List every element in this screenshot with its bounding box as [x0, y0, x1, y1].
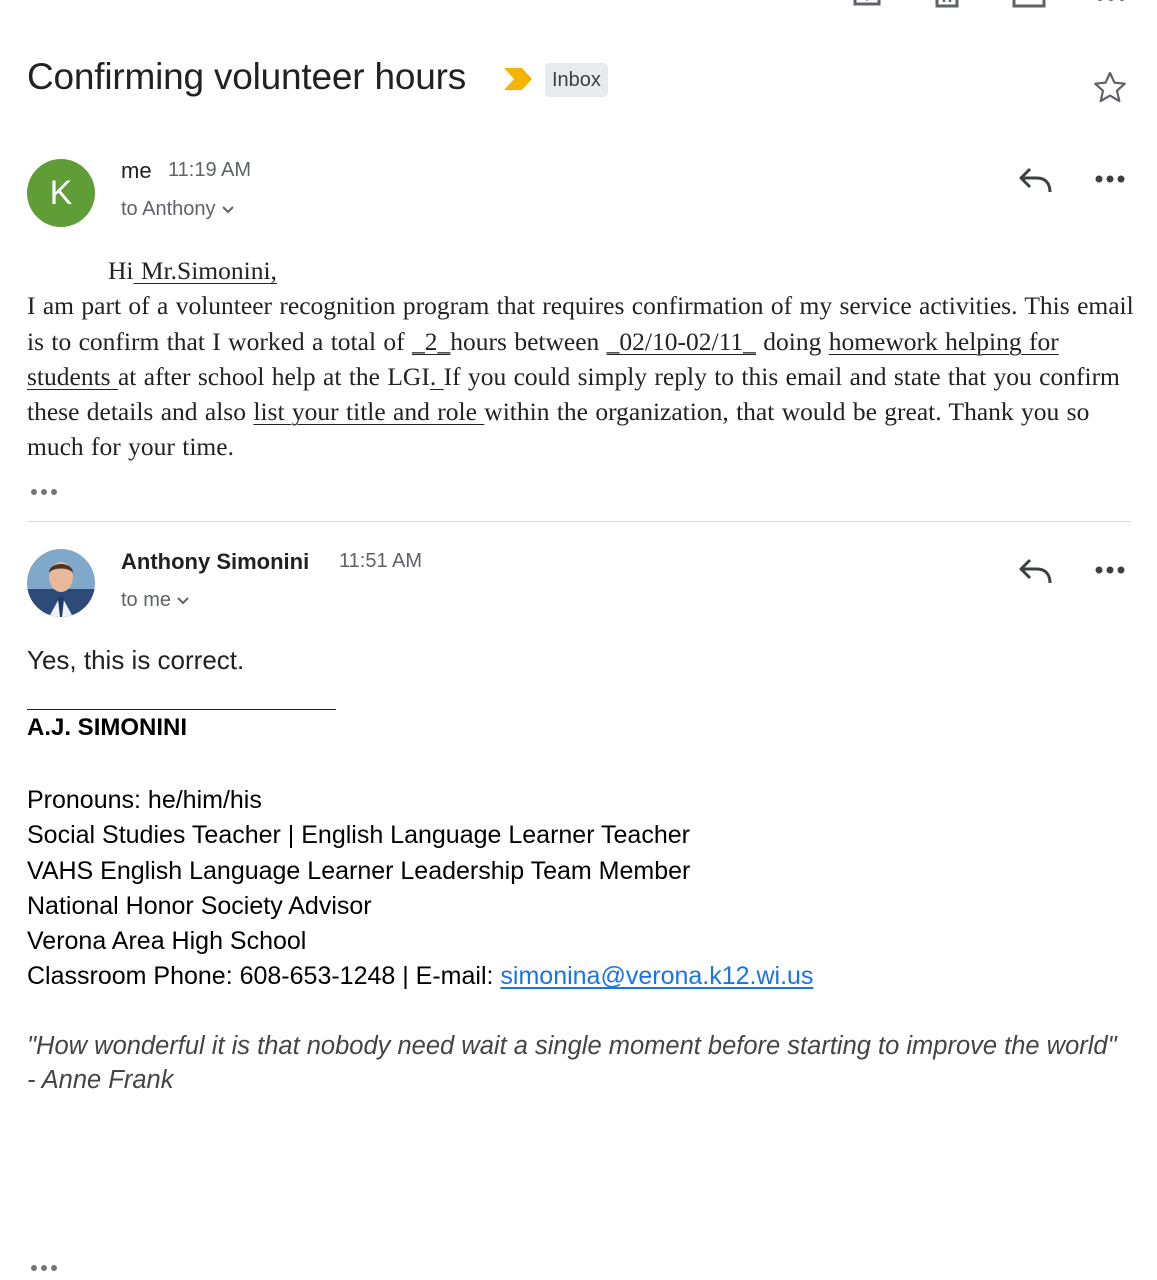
signature-quote: "How wonderful it is that nobody need wait a single moment before starting to improve the world" - Anne Frank	[27, 1032, 1117, 1094]
show-trimmed-content-icon[interactable]	[30, 488, 60, 496]
recipient-label: to Anthony	[121, 198, 216, 220]
archive-icon[interactable]	[852, 0, 882, 8]
activity-value: homework helping for students	[27, 326, 1059, 391]
avatar[interactable]: K	[27, 159, 95, 227]
message-time: 11:19 AM	[168, 159, 252, 181]
signature-role: VAHS English Language Learner Leadership Team Member	[27, 856, 691, 885]
greeting-name: Mr.Simonini,	[133, 256, 277, 285]
more-options-icon[interactable]	[1096, 0, 1126, 4]
chevron-down-icon	[222, 206, 234, 214]
chevron-down-icon	[177, 597, 189, 605]
request-text: list your title and role	[253, 397, 485, 427]
inbox-label-badge[interactable]: Inbox	[545, 63, 608, 97]
recipient-details[interactable]	[121, 589, 189, 612]
greeting: Hi Mr.Simonini,	[108, 256, 277, 285]
email-link[interactable]: simonina@verona.k12.wi.us	[500, 962, 814, 991]
dates-value: _02/10-02/11_	[606, 326, 756, 356]
message-divider	[27, 521, 1131, 522]
more-options-icon[interactable]	[1094, 565, 1126, 575]
profile-photo-icon	[27, 549, 95, 617]
reply-text: Yes, this is correct.	[27, 645, 245, 675]
message-body	[27, 253, 1137, 465]
avatar[interactable]	[27, 549, 95, 617]
signature-role: National Honor Society Advisor	[27, 891, 372, 920]
subject-title: Confirming volunteer hours	[27, 56, 467, 97]
mail-icon[interactable]	[1012, 0, 1046, 8]
star-icon[interactable]	[1092, 70, 1128, 106]
reply-icon[interactable]	[1018, 556, 1054, 586]
signature-name: A.J. SIMONINI	[27, 714, 188, 741]
hours-value: _2_	[412, 326, 451, 356]
importance-marker-icon[interactable]	[502, 66, 534, 92]
reply-icon[interactable]	[1018, 165, 1054, 195]
recipient-details[interactable]	[121, 198, 234, 221]
show-trimmed-content-icon[interactable]	[30, 1264, 60, 1272]
sender-name: Anthony Simonini	[121, 549, 310, 574]
more-options-icon[interactable]	[1094, 174, 1126, 184]
trash-icon[interactable]	[934, 0, 960, 8]
recipient-label: to me	[121, 589, 172, 611]
signature-block	[27, 783, 813, 995]
signature-contact: Classroom Phone: 608-653-1248 | E-mail: simonina@verona.k12.wi.us	[27, 962, 814, 991]
sender-name: me	[121, 158, 152, 183]
message-time: 11:51 AM	[339, 550, 423, 572]
signature-pronouns: Pronouns: he/him/his	[27, 786, 262, 814]
signature-divider	[27, 709, 336, 710]
signature-school: Verona Area High School	[27, 927, 307, 956]
body-paragraph: I am part of a volunteer recognition program that requires confirmation of my service activities. This email is to confirm that I worked a total of _2_hours between _02/10-02/11_ doing homework helping for students at after school help at the LGI. If you could simply reply to this email and state that you confirm these details and also list your title and role within the organization, that would be great. Thank you so much for your time.	[27, 291, 1134, 462]
signature-role: Social Studies Teacher | English Language Learner Teacher	[27, 821, 690, 850]
